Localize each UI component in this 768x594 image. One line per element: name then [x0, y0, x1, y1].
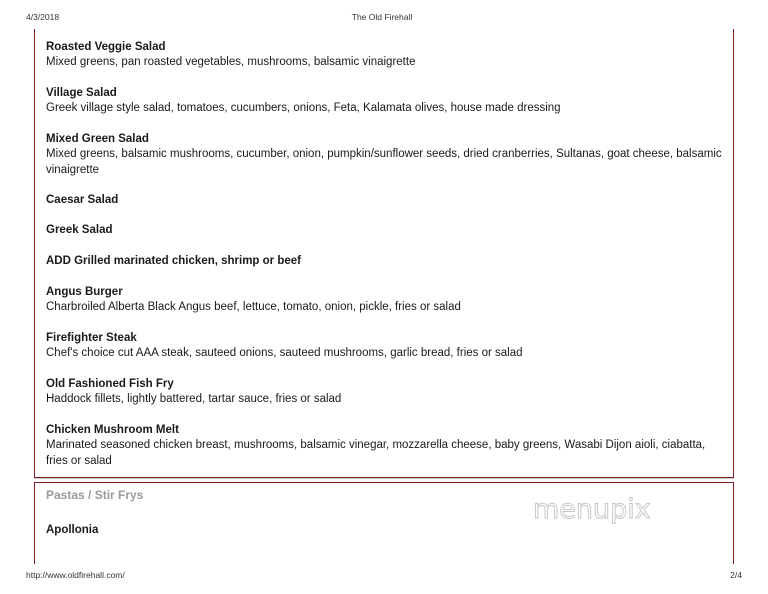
- menu-item-name: Firefighter Steak: [46, 332, 137, 344]
- menu-item: [46, 376, 726, 408]
- menu-item: [46, 253, 726, 269]
- menu-item-name: ADD Grilled marinated chicken, shrimp or beef: [46, 255, 301, 267]
- print-title: The Old Firehall: [351, 12, 413, 22]
- print-url: http://www.oldfirehall.com/: [26, 570, 125, 580]
- print-header: [26, 12, 738, 24]
- menu-item: [46, 422, 726, 469]
- menu-item-name: Caesar Salad: [46, 194, 119, 206]
- menu-item-name: Village Salad: [46, 87, 117, 99]
- menu-item-description: Greek village style salad, tomatoes, cucumbers, onions, Feta, Kalamata olives, house made dressing: [46, 102, 561, 114]
- menu-item: [46, 192, 726, 208]
- menu-item: [46, 85, 726, 117]
- print-footer: [26, 570, 742, 582]
- section-title: Pastas / Stir Frys: [46, 488, 144, 502]
- menu-item-description: Marinated seasoned chicken breast, mushrooms, balsamic vinegar, mozzarella cheese, baby greens, Wasabi Dijon aioli, ciabatta, fries or salad: [46, 439, 706, 467]
- menu-item-description: Chef's choice cut AAA steak, sauteed onions, sauteed mushrooms, garlic bread, fries or salad: [46, 347, 523, 359]
- menu-item: [46, 522, 726, 538]
- menu-item-name: Mixed Green Salad: [46, 133, 149, 145]
- menu-item: [46, 131, 726, 178]
- menu-item: [46, 222, 726, 238]
- menu-item: [46, 284, 726, 316]
- menu-item: [46, 330, 726, 362]
- menu-item-description: Charbroiled Alberta Black Angus beef, lettuce, tomato, onion, pickle, fries or salad: [46, 301, 461, 313]
- menu-item-name: Angus Burger: [46, 286, 123, 298]
- menu-item-name: Old Fashioned Fish Fry: [46, 378, 174, 390]
- menu-item-description: Mixed greens, pan roasted vegetables, mushrooms, balsamic vinaigrette: [46, 56, 416, 68]
- menu-item-name: Chicken Mushroom Melt: [46, 424, 179, 436]
- menu-item-description: Haddock fillets, lightly battered, tartar sauce, fries or salad: [46, 393, 342, 405]
- menu-item: [46, 39, 726, 71]
- menu-item-name: Greek Salad: [46, 224, 113, 236]
- menupix-watermark: menupix: [533, 494, 651, 525]
- page-number: 2/4: [730, 570, 742, 580]
- menu-item-name: Apollonia: [46, 524, 99, 536]
- menu-item-name: Roasted Veggie Salad: [46, 41, 166, 53]
- print-date: 4/3/2018: [26, 12, 60, 22]
- menu-item-description: Mixed greens, balsamic mushrooms, cucumber, onion, pumpkin/sunflower seeds, dried cranberries, Sultanas, goat cheese, balsamic vinaigrette: [46, 148, 722, 176]
